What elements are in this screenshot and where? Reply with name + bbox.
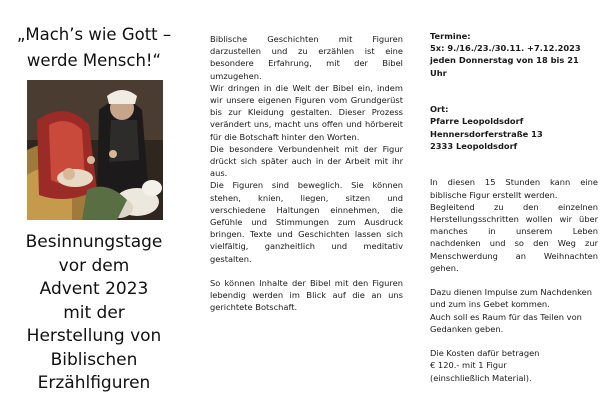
info-paragraph: Auch soll es Raum für das Teilen von Gedanken geben. (430, 311, 582, 334)
cost-intro: Die Kosten dafür betragen (430, 348, 540, 359)
motto-line: werde Mensch!“ (26, 51, 162, 70)
headline-line: Erzählfiguren (37, 373, 151, 393)
cost-amount: € 120.- mit 1 Figur (430, 360, 507, 371)
nativity-figures-photo (27, 80, 163, 220)
headline-line: Biblischen (50, 349, 138, 370)
location-city: 2333 Leopoldsdorf (430, 140, 518, 151)
description-column (210, 33, 403, 326)
description-paragraph: Die Figuren sind beweglich. Sie können stehen, knien, liegen, sitzen und verschiedene Haltungen einnehmen, die Gefühle und Stimmungen zum Ausdruck bringen. Texte und Geschichten lassen sich vielfältig, ganzheitlich und meditativ gestalten. (210, 180, 403, 264)
motto-line: „Mach’s wie Gott – (16, 25, 172, 44)
location-label: Ort: (430, 104, 449, 115)
motto (14, 22, 174, 74)
location-name: Pfarre Leopoldsdorf (430, 116, 524, 127)
info-paragraph: Begleitend zu den einzelnen Herstellungsschritten wollen wir über manches in unserem Leben nachdenken und so den Weg zur Menschwerdung an Weihnachten gehen. (430, 201, 598, 273)
dates-value: 5x: 9./16./23./30.11. +7.12.2023 (430, 43, 581, 54)
description-paragraph: Wir dringen in die Welt der Bibel ein, indem wir unsere eigenen Figuren vom Grundgerüst bis zur Kleidung gestalten. Dieser Prozess verändert uns, macht uns offen und hörbereit für die Botschaft hinter den Worten. (210, 82, 403, 142)
description-paragraph: So können Inhalte der Bibel mit den Figuren lebendig werden im Blick auf die an uns gerichtete Botschaft. (210, 278, 403, 313)
dates-label: Termine: (430, 31, 471, 41)
description-paragraph: Die besondere Verbundenheit mit der Figur drückt sich später auch in der Arbeit mit ihr aus. (210, 143, 403, 179)
headline (8, 231, 180, 396)
left-column (0, 0, 185, 417)
cost-note: (einschließlich Material). (430, 372, 532, 383)
info-paragraph: In diesen 15 Stunden kann eine biblische Figur erstellt werden. (430, 177, 598, 200)
time-value: jeden Donnerstag von 18 bis 21 Uhr (430, 55, 579, 78)
headline-line: Herstellung von (26, 326, 162, 346)
headline-line: Besinnungstage (25, 232, 163, 252)
description-paragraph: Biblische Geschichten mit Figuren darzustellen und zu erzählen ist eine besondere Erfahrung, mit der Bibel umzugehen. (210, 34, 403, 81)
location-street: Hennersdorferstraße 13 (430, 128, 543, 139)
headline-line: vor dem (58, 255, 130, 276)
info-column (430, 30, 598, 384)
headline-line: Advent 2023 (39, 279, 149, 299)
headline-line: mit der (63, 302, 125, 323)
info-paragraph: Dazu dienen Impulse zum Nachdenken und zum ins Gebet kommen. (430, 287, 593, 310)
